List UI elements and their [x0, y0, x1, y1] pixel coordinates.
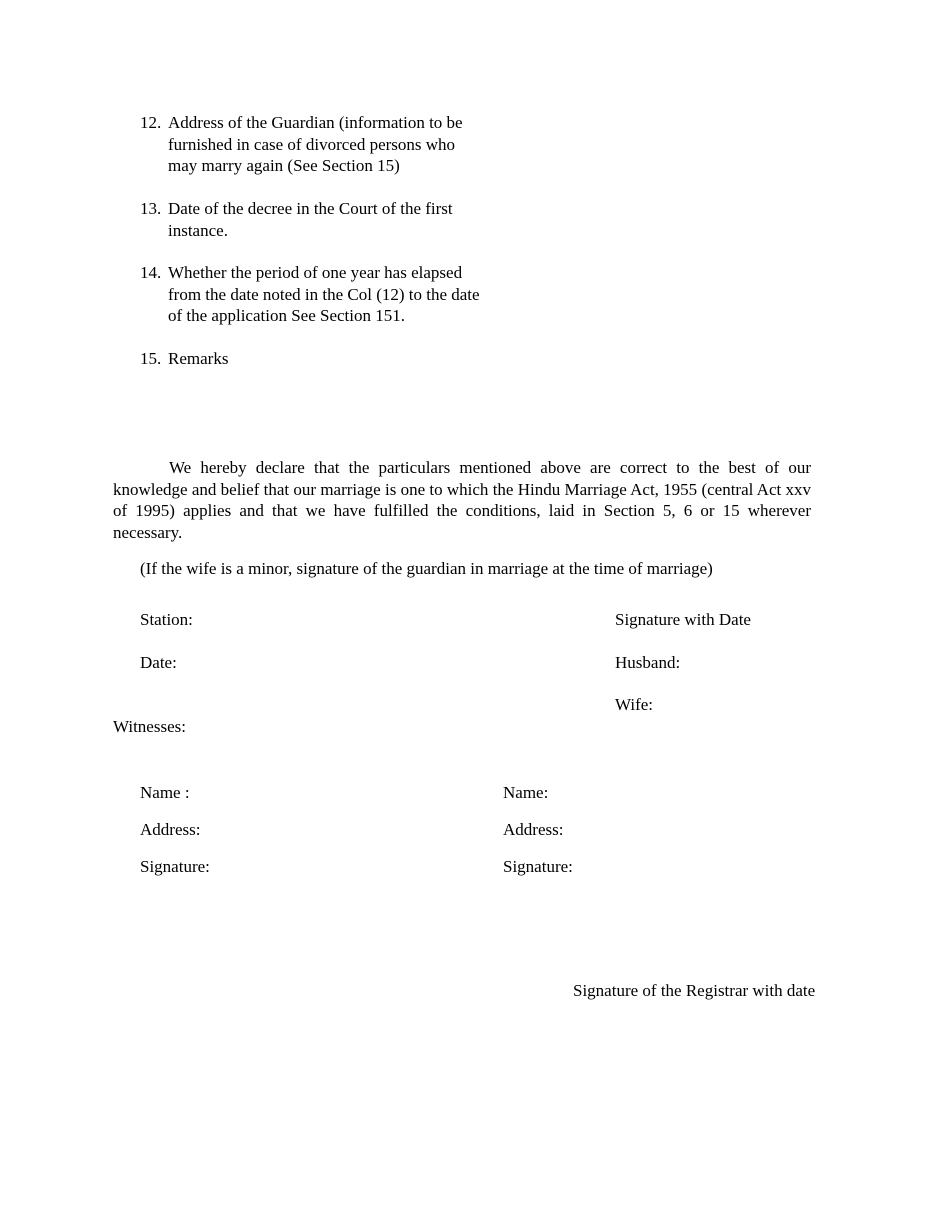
husband-label: Husband: [615, 653, 681, 672]
item-text-line: furnished in case of divorced persons who [168, 134, 456, 154]
date-label: Date: [140, 653, 177, 672]
station-label: Station: [140, 610, 193, 629]
item-13 [140, 198, 520, 241]
item-number: 15. [140, 349, 162, 368]
item-text-line: Whether the period of one year has elapsed [168, 263, 463, 282]
witness-name-label: Name : [140, 783, 190, 802]
witness-address-label: Address: [503, 820, 564, 839]
registrar-signature-label: Signature of the Registrar with date [573, 981, 816, 1000]
witnesses-label: Witnesses: [113, 717, 186, 736]
item-text-line: Address of the Guardian (information to be [168, 113, 463, 132]
declaration-paragraph: We hereby declare that the particulars mentioned above are correct to the best of our knowledge and belief that our marriage is one to which the Hindu Marriage Act, 1955 (central Act xxv of 1995) applies and that we have fulfilled the conditions, laid in Section 5, 6 or 15 wherever necessary. [113, 458, 811, 542]
item-text-line: may marry again (See Section 15) [168, 156, 400, 175]
witness-signature-label: Signature: [140, 857, 210, 876]
item-text-line: from the date noted in the Col (12) to the date [168, 284, 480, 304]
item-15 [140, 348, 520, 370]
item-text-line: Remarks [168, 349, 229, 368]
item-text-line: instance. [168, 220, 228, 240]
guardian-note: (If the wife is a minor, signature of the guardian in marriage at the time of marriage) [140, 559, 713, 578]
witness-address-label: Address: [140, 820, 201, 839]
item-number: 13. [140, 199, 162, 218]
item-text-line: Date of the decree in the Court of the first [168, 199, 453, 218]
wife-label: Wife: [615, 695, 654, 714]
item-text-line: of the application See Section 151. [168, 306, 405, 325]
witness-signature-label: Signature: [503, 857, 573, 876]
signature-with-date-label: Signature with Date [615, 610, 751, 629]
item-14 [140, 262, 520, 327]
witness-name-label: Name: [503, 783, 549, 802]
item-number: 12. [140, 113, 162, 132]
item-12 [140, 112, 520, 177]
item-number: 14. [140, 263, 162, 282]
